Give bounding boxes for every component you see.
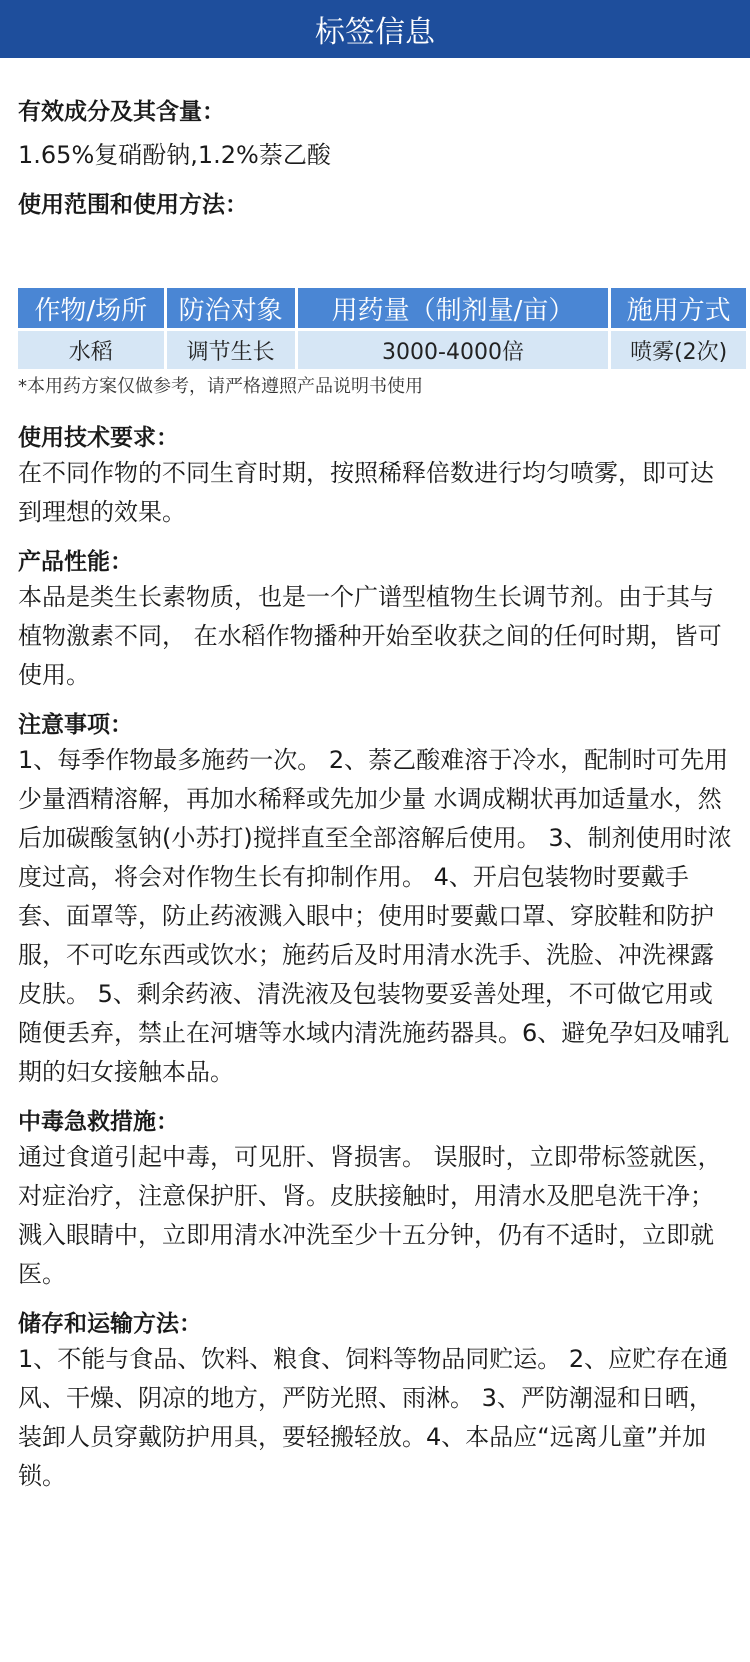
usage-table — [15, 285, 749, 372]
usage-col-crop: 作物/场所 — [18, 288, 164, 328]
section-ingredients — [18, 96, 734, 175]
usage-col-target: 防治对象 — [167, 288, 295, 328]
table-row — [18, 331, 746, 369]
section-precautions — [18, 709, 734, 1092]
section-title-first-aid: 中毒急救措施： — [18, 1109, 179, 1135]
usage-col-dosage: 用药量（制剂量/亩） — [298, 288, 609, 328]
usage-cell-dosage: 3000-4000倍 — [298, 331, 609, 369]
label-content — [0, 96, 750, 1496]
section-body-technique: 在不同作物的不同生育时期，按照稀释倍数进行均匀喷雾，即可达到理想的效果。 — [18, 459, 714, 526]
section-body-first-aid: 通过食道引起中毒，可见肝、肾损害。 误服时，立即带标签就医，对症治疗，注意保护肝、肾。皮肤接触时，用清水及肥皂洗干净；溅入眼睛中，立即用清水冲洗至少十五分钟，仍有不适时，立即就医。 — [18, 1143, 722, 1288]
section-title-performance: 产品性能： — [18, 549, 133, 575]
section-body-ingredients: 1.65%复硝酚钠,1.2%萘乙酸 — [18, 141, 331, 169]
section-usage — [18, 189, 734, 400]
usage-table-header-row — [18, 288, 746, 328]
section-technique — [18, 422, 734, 532]
usage-cell-target: 调节生长 — [167, 331, 295, 369]
section-first-aid — [18, 1106, 734, 1294]
section-title-usage: 使用范围和使用方法： — [18, 192, 248, 218]
usage-cell-crop: 水稻 — [18, 331, 164, 369]
section-title-storage: 储存和运输方法： — [18, 1311, 202, 1337]
usage-col-method: 施用方式 — [611, 288, 746, 328]
section-body-storage: 1、不能与食品、饮料、粮食、饲料等物品同贮运。 2、应贮存在通风、干燥、阴凉的地方，严防光照、雨淋。 3、严防潮湿和日晒，装卸人员穿戴防护用具，要轻搬轻放。4、本品应“远离儿童”并加锁。 — [18, 1345, 729, 1490]
usage-note: *本用药方案仅做参考，请严格遵照产品说明书使用 — [18, 376, 423, 397]
page-title: 标签信息 — [315, 15, 435, 50]
page-header — [0, 0, 750, 58]
section-performance — [18, 546, 734, 695]
section-body-performance: 本品是类生长素物质，也是一个广谱型植物生长调节剂。由于其与植物激素不同， 在水稻作物播种开始至收获之间的任何时期，皆可使用。 — [18, 583, 722, 689]
section-title-technique: 使用技术要求： — [18, 425, 179, 451]
section-body-precautions: 1、每季作物最多施药一次。 2、萘乙酸难溶于冷水，配制时可先用少量酒精溶解，再加水稀释或先加少量 水调成糊状再加适量水，然后加碳酸氢钠(小苏打)搅拌直至全部溶解后使用。 3、制剂使用时浓度过高，将会对作物生长有抑制作用。 4、开启包装物时要戴手套、面罩等，防止药液溅入眼中；使用时要戴口罩、穿胶鞋和防护服，不可吃东西或饮水；施药后及时用清水洗手、洗脸、冲洗裸露皮肤。 5、剩余药液、清洗液及包装物要妥善处理，不可做它用或随便丢弃，禁止在河塘等水域内清洗施药器具。6、避免孕妇及哺乳期的妇女接触本品。 — [18, 746, 732, 1086]
section-title-precautions: 注意事项： — [18, 712, 133, 738]
section-title-ingredients: 有效成分及其含量： — [18, 99, 225, 125]
section-storage — [18, 1308, 734, 1496]
usage-cell-method: 喷雾(2次) — [611, 331, 746, 369]
